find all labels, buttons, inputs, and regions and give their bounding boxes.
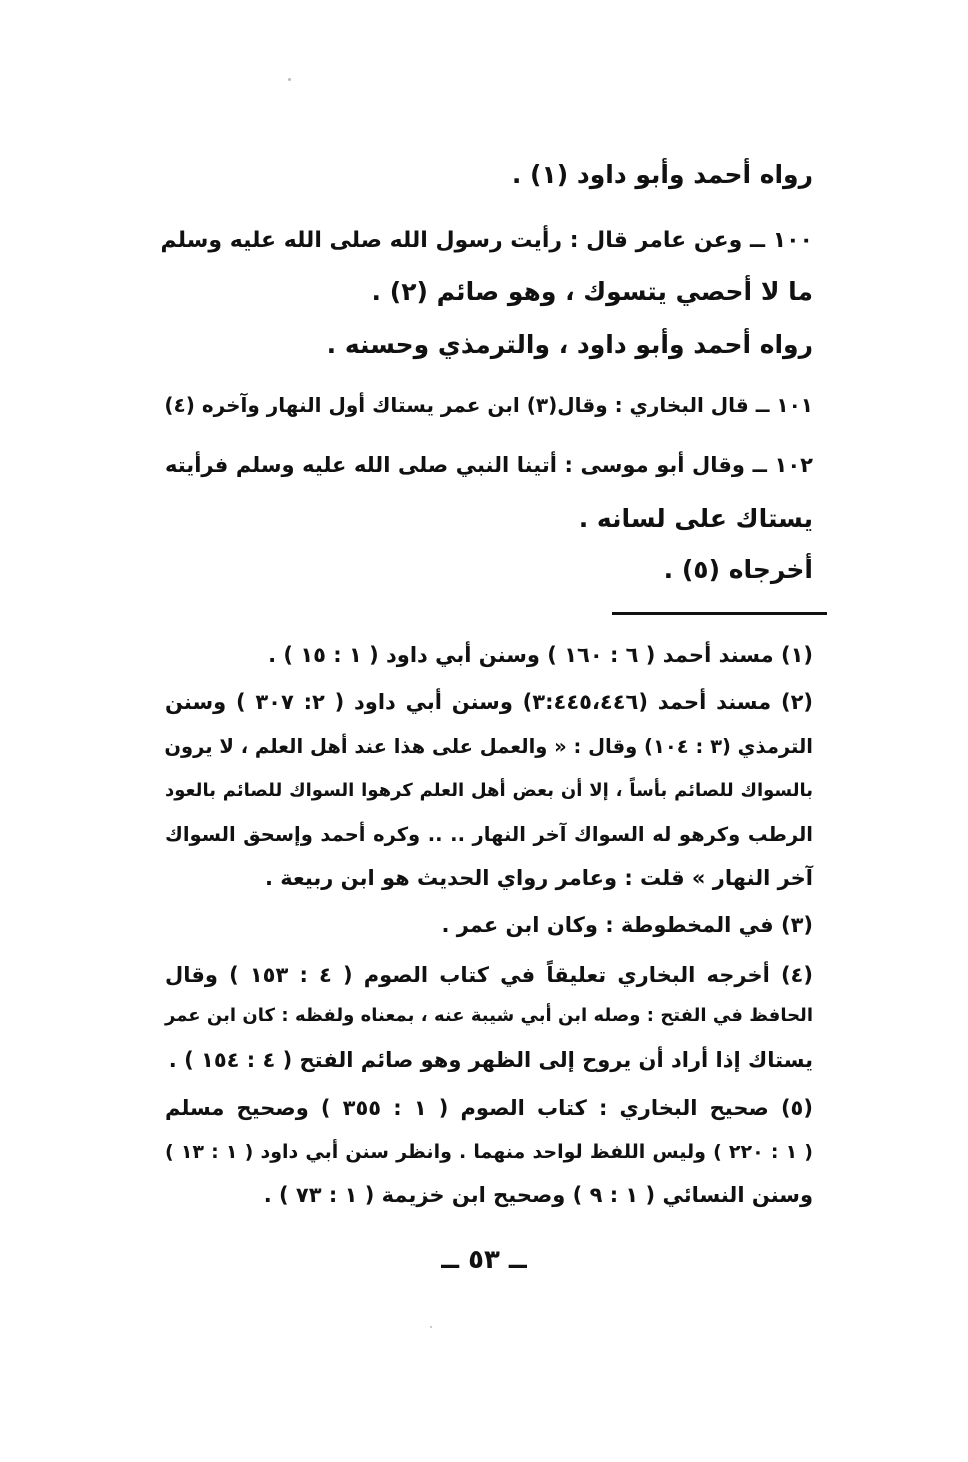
main-line-1: رواه أحمد وأبو داود (١) . xyxy=(511,160,813,189)
scan-speck xyxy=(430,1326,432,1328)
footnote-4-line-1: (٤) أخرجه البخاري تعليقاً في كتاب الصوم ( ٤ : ١٥٣ ) وقال xyxy=(165,963,813,987)
footnote-4-line-2: الحافظ في الفتح : وصله ابن أبي شيبة عنه ، بمعناه ولفظه : كان ابن عمر xyxy=(165,1005,813,1026)
footnote-2-line-1: (٢) مسند أحمد (٣:٤٤٥،٤٤٦) وسنن أبي داود ( ٢: ٣٠٧ ) وسنن xyxy=(165,690,813,714)
page-number: ــ ٥٣ ــ xyxy=(441,1245,527,1275)
main-line-4: رواه أحمد وأبو داود ، والترمذي وحسنه . xyxy=(326,330,813,359)
footnote-3: (٣) في المخطوطة : وكان ابن عمر . xyxy=(441,913,813,937)
footnote-4-line-3: يستاك إذا أراد أن يروح إلى الظهر وهو صائم الفتح ( ٤ : ١٥٤ ) . xyxy=(168,1048,813,1072)
footnote-2-line-5: آخر النهار » قلت : وعامر رواي الحديث هو ابن ربيعة . xyxy=(264,866,813,890)
footnote-separator xyxy=(612,612,827,615)
footnote-2-line-4: الرطب وكرهو له السواك آخر النهار .. .. وكره أحمد وإسحق السواك xyxy=(165,823,813,846)
main-line-8: أخرجاه (٥) . xyxy=(663,555,813,584)
main-line-7: يستاك على لسانه . xyxy=(578,504,813,533)
footnote-5-line-2: ( ١ : ٢٢٠ ) وليس اللفظ لواحد منهما . وانظر سنن أبي داود ( ١ : ١٣ ) xyxy=(165,1141,813,1163)
main-line-2-hadith-100: ١٠٠ ــ وعن عامر قال : رأيت رسول الله صلى الله عليه وسلم xyxy=(160,228,813,253)
footnote-2-line-3: بالسواك للصائم بأساً ، إلا أن بعض أهل العلم كرهوا السواك للصائم بالعود xyxy=(165,780,813,801)
footnote-5-line-3: وسنن النسائي ( ١ : ٩ ) وصحيح ابن خزيمة ( ١ : ٧٣ ) . xyxy=(263,1183,813,1207)
footnote-5-line-1: (٥) صحيح البخاري : كتاب الصوم ( ١ : ٣٥٥ ) وصحيح مسلم xyxy=(165,1096,813,1120)
footnote-2-line-2: الترمذي (٣ : ١٠٤) وقال : « والعمل على هذا عند أهل العلم ، لا يرون xyxy=(164,735,813,758)
main-line-3: ما لا أحصي يتسوك ، وهو صائم (٢) . xyxy=(371,277,813,306)
footnote-1: (١) مسند أحمد ( ٦ : ١٦٠ ) وسنن أبي داود ( ١ : ١٥ ) . xyxy=(268,643,813,667)
main-line-5-hadith-101: ١٠١ ــ قال البخاري : وقال(٣) ابن عمر يستاك أول النهار وآخره (٤) xyxy=(164,393,813,417)
scan-speck xyxy=(288,78,291,81)
main-line-6-hadith-102: ١٠٢ ــ وقال أبو موسى : أتينا النبي صلى الله عليه وسلم فرأيته xyxy=(165,453,813,477)
